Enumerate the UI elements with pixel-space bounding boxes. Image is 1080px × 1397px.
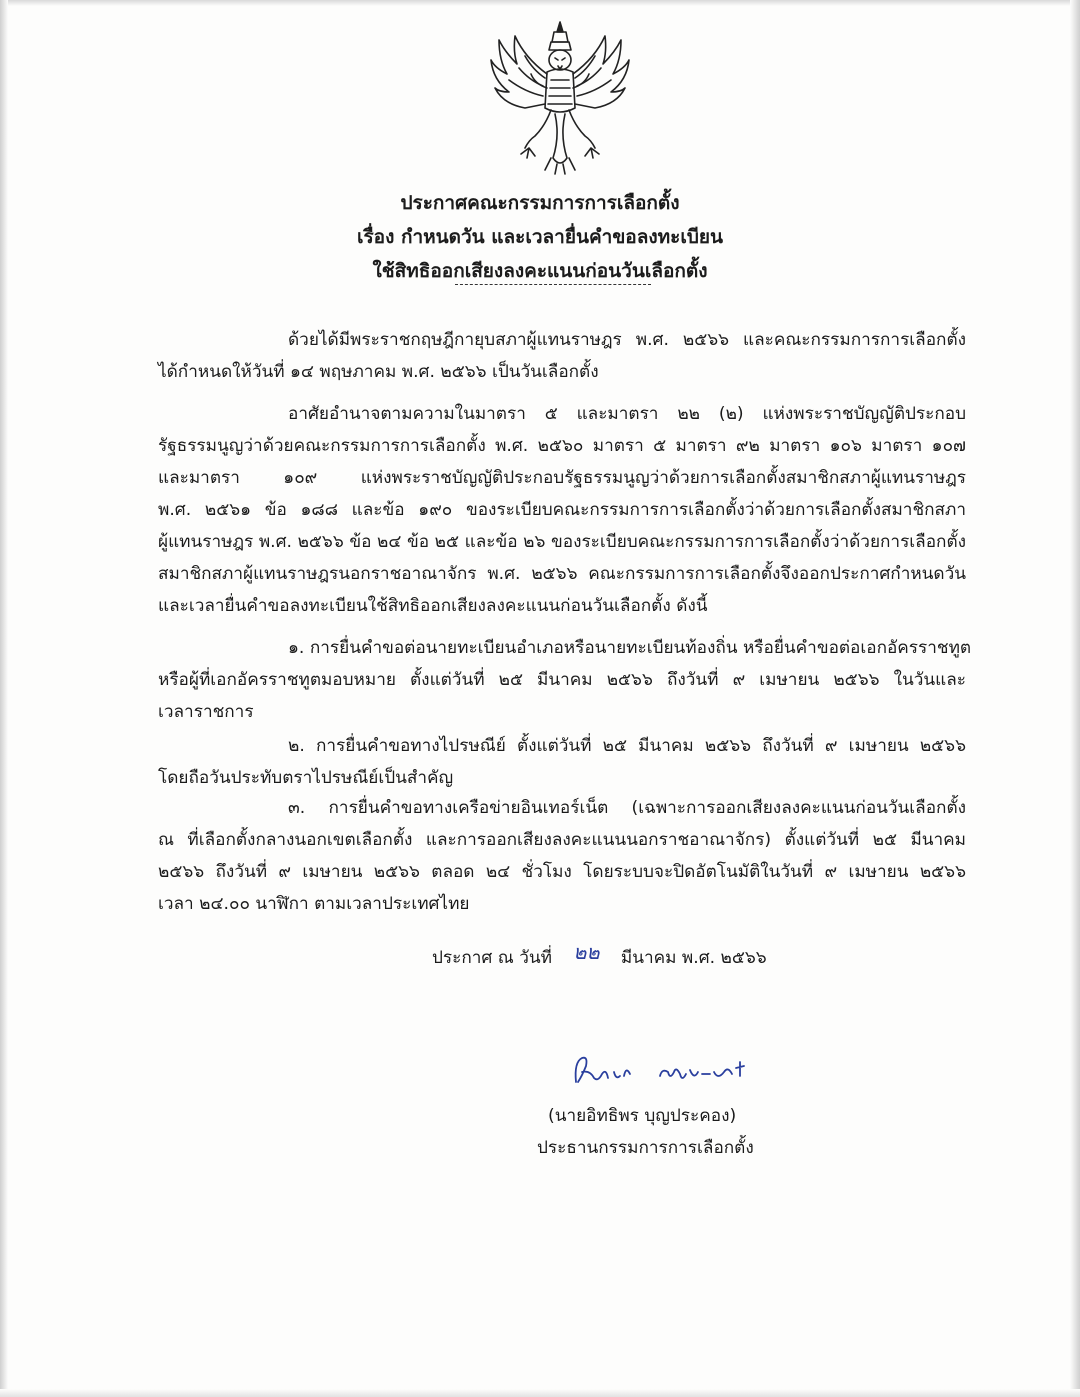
scan-edge (0, 1389, 1080, 1397)
scan-edge (1070, 0, 1080, 1397)
garuda-emblem-icon (485, 18, 635, 176)
paragraph-line: ณ ที่เลือกตั้งกลางนอกเขตเลือกตั้ง และการออกเสียงลงคะแนนนอกราชอาณาจักร) ตั้งแต่วันที่ ๒๕ มีนาคม (158, 830, 966, 850)
promulgation-date (432, 940, 767, 974)
promulgation-prefix: ประกาศ ณ วันที่ (432, 948, 552, 968)
paragraph-line: และมาตรา ๑๐๙ แห่งพระราชบัญญัติประกอบรัฐธรรมนูญว่าด้วยการเลือกตั้งสมาชิกสภาผู้แทนราษฎร (158, 468, 966, 488)
paragraph-line: เวลา ๒๔.๐๐ นาฬิกา ตามเวลาประเทศไทย (158, 894, 470, 914)
announcement-subject: เรื่อง กำหนดวัน และเวลายื่นคำขอลงทะเบียน (356, 226, 724, 248)
paragraph-line: โดยถือวันประทับตราไปรษณีย์เป็นสำคัญ (158, 768, 454, 788)
paragraph-line: ๒๕๖๖ ถึงวันที่ ๙ เมษายน ๒๕๖๖ ตลอด ๒๔ ชั่วโมง โดยระบบจะปิดอัตโนมัติในวันที่ ๙ เมษายน ๒๕๖๖ (158, 862, 966, 882)
announcement-subject-cont: ใช้สิทธิออกเสียงลงคะแนนก่อนวันเลือกตั้ง (372, 260, 708, 282)
heading-divider (455, 284, 651, 285)
paragraph-line: ได้กำหนดให้วันที่ ๑๔ พฤษภาคม พ.ศ. ๒๕๖๖ เป็นวันเลือกตั้ง (158, 362, 599, 382)
paragraph-line: ผู้แทนราษฎร พ.ศ. ๒๕๖๖ ข้อ ๒๔ ข้อ ๒๕ และข้อ ๒๖ ของระเบียบคณะกรรมการการเลือกตั้งว่าด้วยการเลือกตั้ง (158, 532, 966, 552)
signer-name: (นายอิทธิพร บุญประคอง) (548, 1106, 737, 1126)
paragraph-line: พ.ศ. ๒๕๖๑ ข้อ ๑๘๘ และข้อ ๑๙๐ ของระเบียบคณะกรรมการการเลือกตั้งว่าด้วยการเลือกตั้งสมาชิกสภา (158, 500, 966, 520)
scan-edge (0, 0, 1080, 6)
scan-edge (0, 0, 8, 1397)
paragraph-line: อาศัยอำนาจตามความในมาตรา ๕ และมาตรา ๒๒ (๒) แห่งพระราชบัญญัติประกอบ (288, 404, 966, 424)
signer-title: ประธานกรรมการการเลือกตั้ง (537, 1138, 754, 1158)
promulgation-month-year: มีนาคม พ.ศ. ๒๕๖๖ (620, 948, 767, 968)
paragraph-line: และเวลายื่นคำขอลงทะเบียนใช้สิทธิออกเสียงลงคะแนนก่อนวันเลือกตั้ง ดังนี้ (158, 596, 708, 616)
handwritten-day: ๒๒ (573, 940, 600, 964)
paragraph-line: ๓. การยื่นคำขอทางเครือข่ายอินเทอร์เน็ต (เฉพาะการออกเสียงลงคะแนนก่อนวันเลือกตั้ง (288, 798, 966, 818)
paragraph-line: หรือผู้ที่เอกอัครราชทูตมอบหมาย ตั้งแต่วันที่ ๒๕ มีนาคม ๒๕๖๖ ถึงวันที่ ๙ เมษายน ๒๕๖๖ ในวันและ (158, 670, 966, 690)
paragraph-line: รัฐธรรมนูญว่าด้วยคณะกรรมการการเลือกตั้ง พ.ศ. ๒๕๖๐ มาตรา ๕ มาตรา ๙๒ มาตรา ๑๐๖ มาตรา ๑๐๗ (158, 436, 966, 456)
paragraph-line: ๒. การยื่นคำขอทางไปรษณีย์ ตั้งแต่วันที่ ๒๕ มีนาคม ๒๕๖๖ ถึงวันที่ ๙ เมษายน ๒๕๖๖ (288, 736, 966, 756)
handwritten-signature (568, 1052, 758, 1092)
paragraph-line: ๑. การยื่นคำขอต่อนายทะเบียนอำเภอหรือนายทะเบียนท้องถิ่น หรือยื่นคำขอต่อเอกอัครราชทูต (288, 638, 972, 658)
paragraph-line: สมาชิกสภาผู้แทนราษฎรนอกราชอาณาจักร พ.ศ. ๒๕๖๖ คณะกรรมการการเลือกตั้งจึงออกประกาศกำหนดวัน (158, 564, 966, 584)
announcement-title: ประกาศคณะกรรมการการเลือกตั้ง (400, 192, 680, 214)
paragraph-line: ด้วยได้มีพระราชกฤษฎีกายุบสภาผู้แทนราษฎร พ.ศ. ๒๕๖๖ และคณะกรรมการการเลือกตั้ง (288, 330, 966, 350)
paragraph-line: เวลาราชการ (158, 702, 254, 722)
